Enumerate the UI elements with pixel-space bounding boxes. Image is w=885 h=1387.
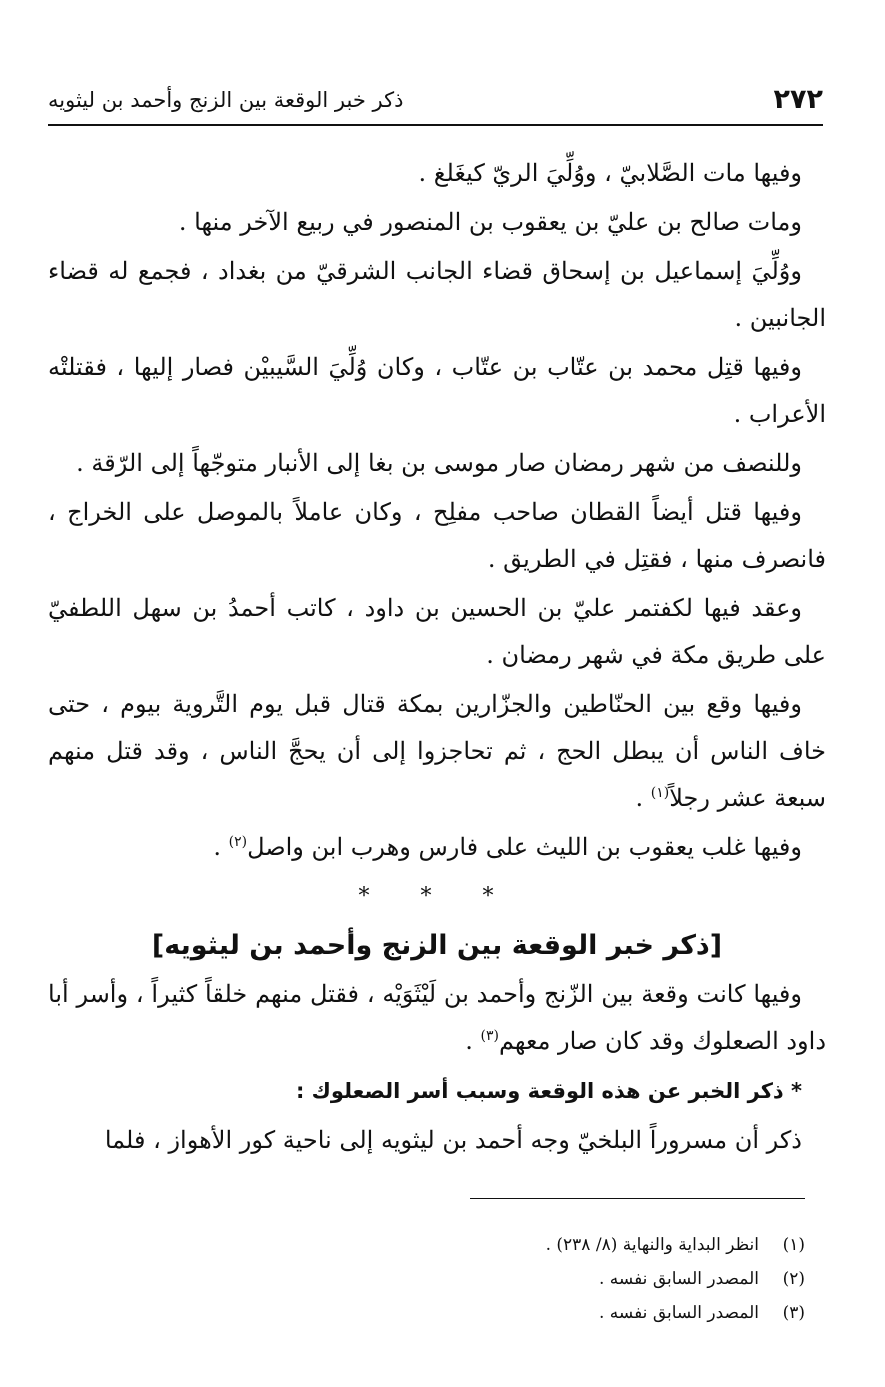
paragraph-end: . bbox=[213, 833, 229, 861]
paragraph: وفيها قتِل محمد بن عتّاب بن عتّاب ، وكان وُلِّيَ السَّيبيْن فصار إليها ، فقتلتْه الأعراب . bbox=[48, 353, 826, 428]
paragraph: وفيها قتل أيضاً القطان صاحب مفلِح ، وكان عاملاً بالموصل على الخراج ، فانصرف منها ، فقتِل في الطريق . bbox=[48, 498, 826, 573]
footnotes bbox=[300, 1228, 805, 1330]
paragraph bbox=[48, 971, 826, 1065]
footnote-text: المصدر السابق نفسه . bbox=[599, 1303, 759, 1323]
footnote-marker[interactable]: (١) bbox=[650, 785, 670, 801]
paragraph-end: . bbox=[465, 1027, 481, 1055]
paragraph: ووُلِّيَ إسماعيل بن إسحاق قضاء الجانب الشرقيّ من بغداد ، فجمع له قضاء الجانبين . bbox=[48, 257, 826, 332]
paragraph: ومات صالح بن عليّ بن يعقوب بن المنصور في ربيع الآخر منها . bbox=[178, 208, 802, 236]
footnote-item bbox=[300, 1262, 805, 1296]
subheading-text: * ذكر الخبر عن هذه الوقعة وسبب أسر الصعلوك : bbox=[295, 1079, 802, 1103]
footnote-number: (٣) bbox=[782, 1303, 805, 1323]
paragraph-text: وفيها كانت وقعة بين الزّنج وأحمد بن لَيْثَوَيْه ، فقتل منهم خلقاً كثيراً ، وأسر أبا داود الصعلوك وقد كان صار معهم bbox=[48, 980, 826, 1055]
paragraph-text: وفيها غلب يعقوب بن الليث على فارس وهرب ابن واصل bbox=[247, 833, 802, 861]
footnote-text: انظر البداية والنهاية (٨/ ٢٣٨) . bbox=[545, 1235, 759, 1255]
main-text bbox=[48, 150, 826, 1166]
footnote-number: (٢) bbox=[782, 1269, 805, 1289]
paragraph bbox=[48, 824, 826, 871]
paragraph-end: . bbox=[635, 784, 651, 812]
paragraph bbox=[48, 681, 826, 822]
paragraph: وفيها مات الصَّلابيّ ، ووُلِّيَ الريّ كيغَلغ . bbox=[418, 159, 802, 187]
page-number: ٢٧٢ bbox=[773, 84, 823, 115]
paragraph: وللنصف من شهر رمضان صار موسى بن بغا إلى الأنبار متوجّهاً إلى الرّقة . bbox=[76, 449, 802, 477]
paragraph: ذكر أن مسروراً البلخيّ وجه أحمد بن ليثويه إلى ناحية كور الأهواز ، فلما bbox=[104, 1126, 802, 1154]
footnote-item bbox=[300, 1228, 805, 1262]
footnote-marker[interactable]: (٢) bbox=[228, 834, 248, 850]
running-title: ذكر خبر الوقعة بين الزنج وأحمد بن ليثويه bbox=[48, 88, 404, 112]
page-header bbox=[48, 78, 823, 126]
section-title: [ذكر خبر الوقعة بين الزنج وأحمد بن ليثويه] bbox=[151, 930, 723, 961]
footnote-text: المصدر السابق نفسه . bbox=[599, 1269, 759, 1289]
paragraph: وعقد فيها لكفتمر عليّ بن الحسين بن داود ، كاتب أحمدُ بن سهل اللطفيّ على طريق مكة في شهر رمضان . bbox=[48, 594, 826, 669]
subheading bbox=[48, 1067, 826, 1115]
footnote-item bbox=[300, 1296, 805, 1330]
paragraph-text: وفيها وقع بين الحنّاطين والجزّارين بمكة قتال قبل يوم التَّروية بيوم ، حتى خاف الناس أن يبطل الحج ، ثم تحاجزوا إلى أن يحجَّ الناس ، وقد قتل منهم سبعة عشر رجلاً bbox=[48, 690, 826, 812]
footnote-number: (١) bbox=[782, 1235, 805, 1255]
section-divider-stars: * * * bbox=[358, 884, 516, 909]
footnote-separator bbox=[470, 1198, 805, 1199]
footnote-marker[interactable]: (٣) bbox=[480, 1028, 499, 1044]
